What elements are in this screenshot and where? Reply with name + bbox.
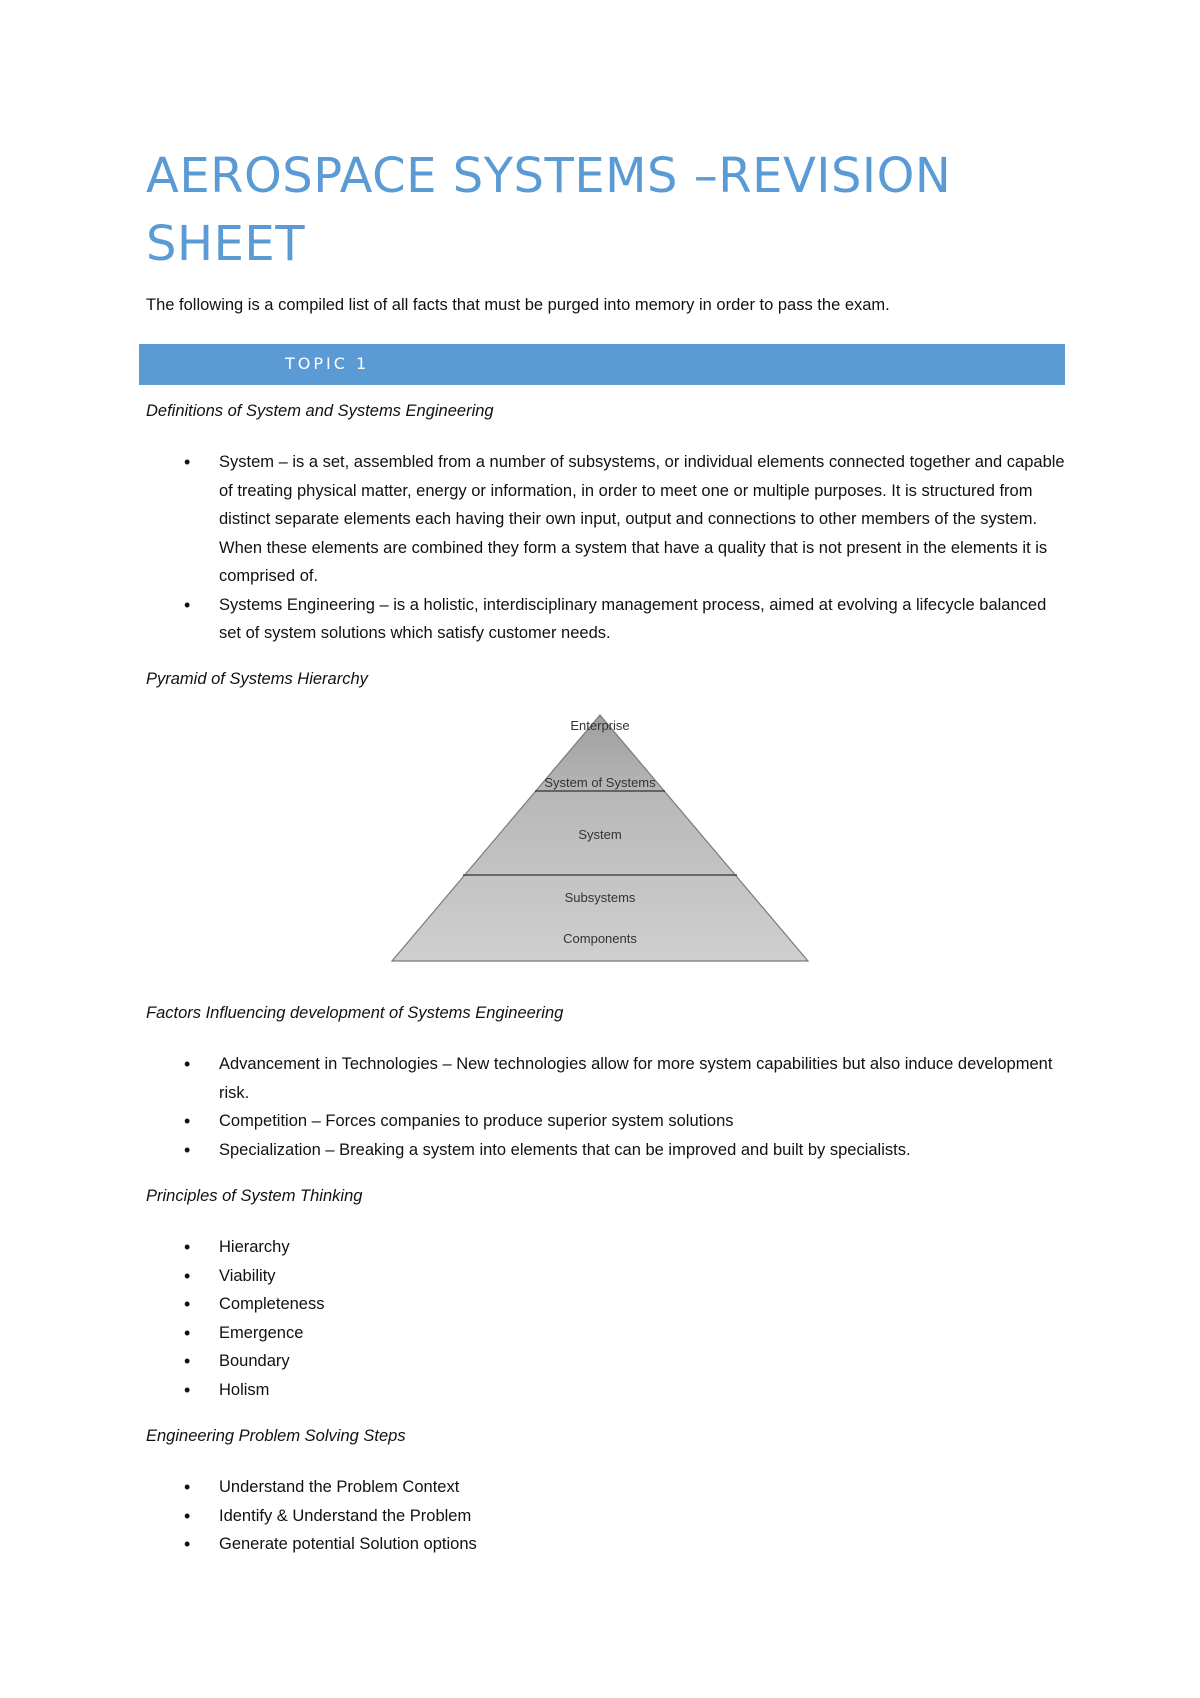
pyramid-level-system-of-systems: System of Systems: [544, 775, 656, 790]
pyramid-level-subsystems: Subsystems: [564, 890, 636, 905]
list-item: • Emergence: [146, 1319, 1066, 1348]
pyramid-level-system: System: [578, 827, 622, 842]
list-item: • Systems Engineering – is a holistic, interdisciplinary management process, aimed at evolving a lifecycle balanced set of system solutions which satisfy customer needs.: [146, 591, 1066, 648]
list-item: • Competition – Forces companies to produce superior system solutions: [146, 1107, 1066, 1136]
section-heading-problem-solving: Engineering Problem Solving Steps: [146, 1427, 406, 1445]
document-title: AEROSPACE SYSTEMS –REVISION SHEET: [146, 148, 952, 272]
pyramid-level-enterprise: Enterprise: [570, 718, 630, 733]
factors-list: [146, 1050, 1066, 1164]
topic-label: TOPIC 1: [285, 354, 370, 373]
list-item: • Understand the Problem Context: [146, 1473, 1066, 1502]
section-heading-principles: Principles of System Thinking: [146, 1187, 363, 1205]
list-item: • Hierarchy: [146, 1233, 1066, 1262]
list-item: • System – is a set, assembled from a number of subsystems, or individual elements connected together and capable of treating physical matter, energy or information, in order to meet one or multiple purposes. It is structured from distinct separate elements each having their own input, output and connections to other members of the system. When these elements are combined they form a system that have a quality that is not present in the elements it is comprised of.: [146, 448, 1066, 591]
list-item: • Viability: [146, 1262, 1066, 1291]
list-item: • Holism: [146, 1376, 1066, 1405]
pyramid-level-components: Components: [563, 931, 637, 946]
list-item: • Identify & Understand the Problem: [146, 1502, 1066, 1531]
problem-solving-list: [146, 1473, 1066, 1559]
topic-banner: [139, 344, 1065, 385]
section-heading-pyramid: Pyramid of Systems Hierarchy: [146, 670, 368, 688]
list-item: • Advancement in Technologies – New technologies allow for more system capabilities but also induce development risk.: [146, 1050, 1066, 1107]
list-item: • Generate potential Solution options: [146, 1530, 1066, 1559]
list-item: • Specialization – Breaking a system into elements that can be improved and built by specialists.: [146, 1136, 1066, 1165]
systems-hierarchy-pyramid: [380, 705, 820, 965]
list-item: • Boundary: [146, 1347, 1066, 1376]
section-heading-definitions: Definitions of System and Systems Engineering: [146, 402, 494, 420]
principles-list: [146, 1233, 1066, 1404]
list-item: • Completeness: [146, 1290, 1066, 1319]
definitions-list: [146, 448, 1066, 648]
section-heading-factors: Factors Influencing development of Systems Engineering: [146, 1004, 564, 1022]
intro-paragraph: The following is a compiled list of all facts that must be purged into memory in order to pass the exam.: [146, 296, 890, 314]
